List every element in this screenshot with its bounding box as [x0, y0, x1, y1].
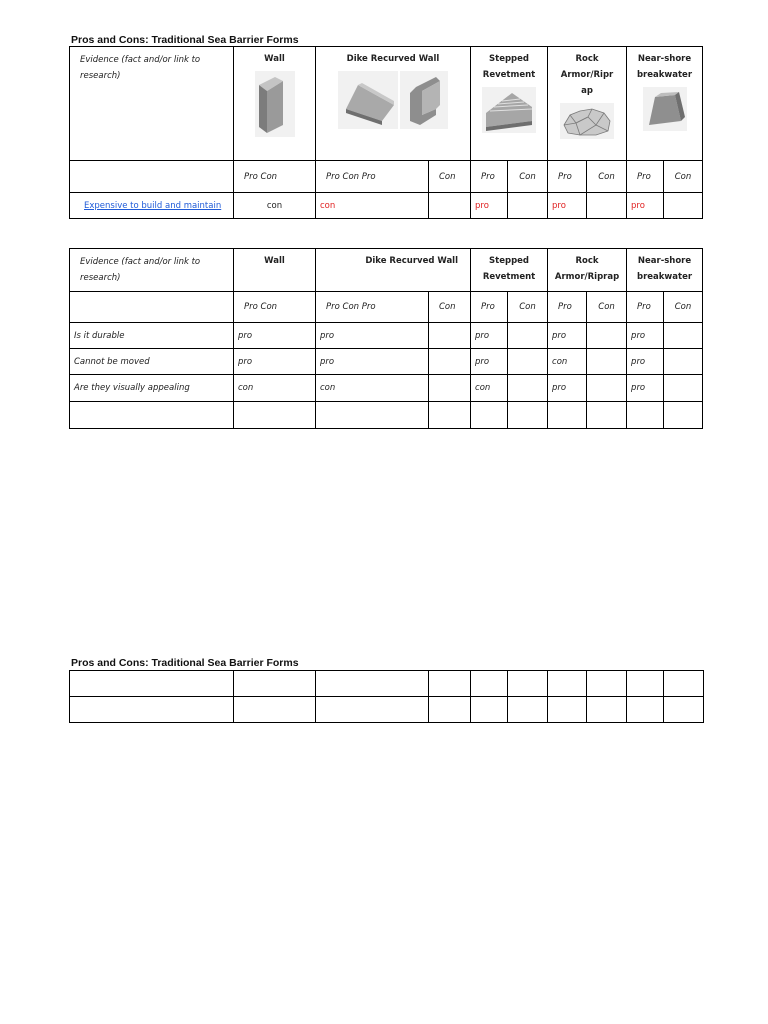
subheader-cell: Con: [664, 161, 703, 193]
dike-recurved-wall-header: Dike Recurved Wall: [316, 249, 471, 292]
empty-cell: [316, 671, 429, 697]
subheader-cell: Con: [508, 161, 548, 193]
empty-table-3: [69, 670, 704, 723]
table-cell: [587, 375, 627, 402]
wall-header: Wall: [234, 249, 316, 292]
empty-cell: [70, 697, 234, 723]
table-cell: pro: [316, 349, 429, 375]
subheader-cell: Con: [587, 161, 627, 193]
section-title: Pros and Cons: Traditional Sea Barrier Forms: [71, 657, 299, 669]
subheader-cell: Pro: [627, 161, 664, 193]
stepped-revetment-image: [471, 87, 547, 133]
wall-image: [234, 71, 315, 137]
empty-cell: [316, 697, 429, 723]
table-cell: [508, 349, 548, 375]
empty-cell: [548, 402, 587, 429]
wall-header: Wall: [234, 47, 316, 161]
empty-cell: [508, 671, 548, 697]
empty-cell: [429, 402, 471, 429]
empty-cell: [587, 697, 627, 723]
table-cell: pro: [471, 193, 508, 219]
empty-cell: [471, 697, 508, 723]
empty-cell: [664, 402, 703, 429]
dike-images: [316, 71, 470, 129]
evidence-link[interactable]: Expensive to build and maintain: [84, 200, 222, 211]
table-cell: con: [316, 193, 429, 219]
table-cell: con: [316, 375, 429, 402]
table-row: [70, 375, 703, 402]
subheader-cell: Con: [587, 292, 627, 323]
empty-table-row: [70, 671, 704, 697]
table-cell: pro: [627, 349, 664, 375]
table-cell: [664, 323, 703, 349]
subheader-cell: Pro: [548, 161, 587, 193]
near-shore-breakwater-header: Near-shore breakwater: [627, 47, 703, 161]
table-cell: con: [471, 375, 508, 402]
pros-cons-table-2: [69, 248, 703, 429]
empty-cell: [548, 671, 587, 697]
empty-cell: [664, 697, 704, 723]
table-row: [70, 193, 703, 219]
subheader-row: [70, 292, 703, 323]
table-cell: [587, 193, 627, 219]
table-cell: [664, 349, 703, 375]
evidence-sub-cell: [70, 292, 234, 323]
table-cell: [429, 193, 471, 219]
subheader-cell: Con: [429, 292, 471, 323]
rock-armor-image: [548, 103, 626, 139]
empty-cell: [234, 697, 316, 723]
subheader-row: [70, 161, 703, 193]
table-cell: [587, 349, 627, 375]
dike-image: [338, 71, 398, 129]
subheader-cell: Pro: [548, 292, 587, 323]
table-cell: con: [548, 349, 587, 375]
table-cell: [508, 323, 548, 349]
empty-cell: [587, 402, 627, 429]
row-label: Cannot be moved: [70, 349, 234, 375]
table-cell: [429, 375, 471, 402]
table-cell: pro: [234, 349, 316, 375]
empty-cell: [316, 402, 429, 429]
empty-cell: [664, 671, 704, 697]
empty-cell: [429, 671, 471, 697]
empty-cell: [429, 697, 471, 723]
table-cell: pro: [548, 375, 587, 402]
subheader-cell: Pro: [471, 161, 508, 193]
table-cell: pro: [548, 323, 587, 349]
row-label: Is it durable: [70, 323, 234, 349]
empty-cell: [627, 671, 664, 697]
row-label: Are they visually appealing: [70, 375, 234, 402]
evidence-header: Evidence (fact and/or link to research): [70, 249, 234, 292]
empty-cell: [508, 402, 548, 429]
subheader-cell: Pro: [627, 292, 664, 323]
subheader-cell: Pro Con Pro: [316, 161, 429, 193]
near-shore-breakwater-header: Near-shore breakwater: [627, 249, 703, 292]
table-cell: pro: [548, 193, 587, 219]
subheader-cell: Pro Con: [234, 292, 316, 323]
empty-cell: [234, 402, 316, 429]
table-cell: [587, 323, 627, 349]
empty-cell: [548, 697, 587, 723]
rock-armor-riprap-header: Rock Armor/Ripr ap: [548, 47, 627, 161]
table-cell: pro: [627, 323, 664, 349]
table-cell: pro: [234, 323, 316, 349]
table-cell: con: [234, 193, 316, 219]
subheader-cell: Pro: [471, 292, 508, 323]
evidence-header: Evidence (fact and/or link to research): [70, 47, 234, 161]
empty-table-row: [70, 697, 704, 723]
table-row: [70, 323, 703, 349]
table-cell: pro: [471, 323, 508, 349]
empty-table-row: [70, 402, 703, 429]
table-cell: [429, 349, 471, 375]
table-cell: pro: [627, 375, 664, 402]
table-row: [70, 349, 703, 375]
table-cell: [508, 375, 548, 402]
stepped-revetment-header: Stepped Revetment: [471, 47, 548, 161]
table-cell: pro: [316, 323, 429, 349]
empty-cell: [471, 402, 508, 429]
table-cell: [664, 375, 703, 402]
table-cell: [664, 193, 703, 219]
empty-cell: [70, 671, 234, 697]
subheader-cell: Con: [429, 161, 471, 193]
table-cell: [508, 193, 548, 219]
empty-cell: [508, 697, 548, 723]
table-cell: pro: [471, 349, 508, 375]
stepped-revetment-header: Stepped Revetment: [471, 249, 548, 292]
breakwater-image: [627, 87, 702, 131]
table-cell: con: [234, 375, 316, 402]
empty-cell: [587, 671, 627, 697]
empty-cell: [234, 671, 316, 697]
dike-recurved-wall-header: Dike Recurved Wall: [316, 47, 471, 161]
empty-cell: [70, 402, 234, 429]
recurved-wall-image: [400, 71, 448, 129]
rock-armor-riprap-header: Rock Armor/Riprap: [548, 249, 627, 292]
pros-cons-table-1: [69, 46, 703, 219]
subheader-cell: Pro Con Pro: [316, 292, 429, 323]
empty-cell: [627, 697, 664, 723]
subheader-cell: Con: [664, 292, 703, 323]
table-cell: pro: [627, 193, 664, 219]
empty-cell: [627, 402, 664, 429]
page-title: Pros and Cons: Traditional Sea Barrier Forms: [71, 34, 299, 46]
empty-cell: [471, 671, 508, 697]
subheader-cell: Con: [508, 292, 548, 323]
table-cell: [429, 323, 471, 349]
subheader-cell: Pro Con: [234, 161, 316, 193]
evidence-sub-cell: [70, 161, 234, 193]
